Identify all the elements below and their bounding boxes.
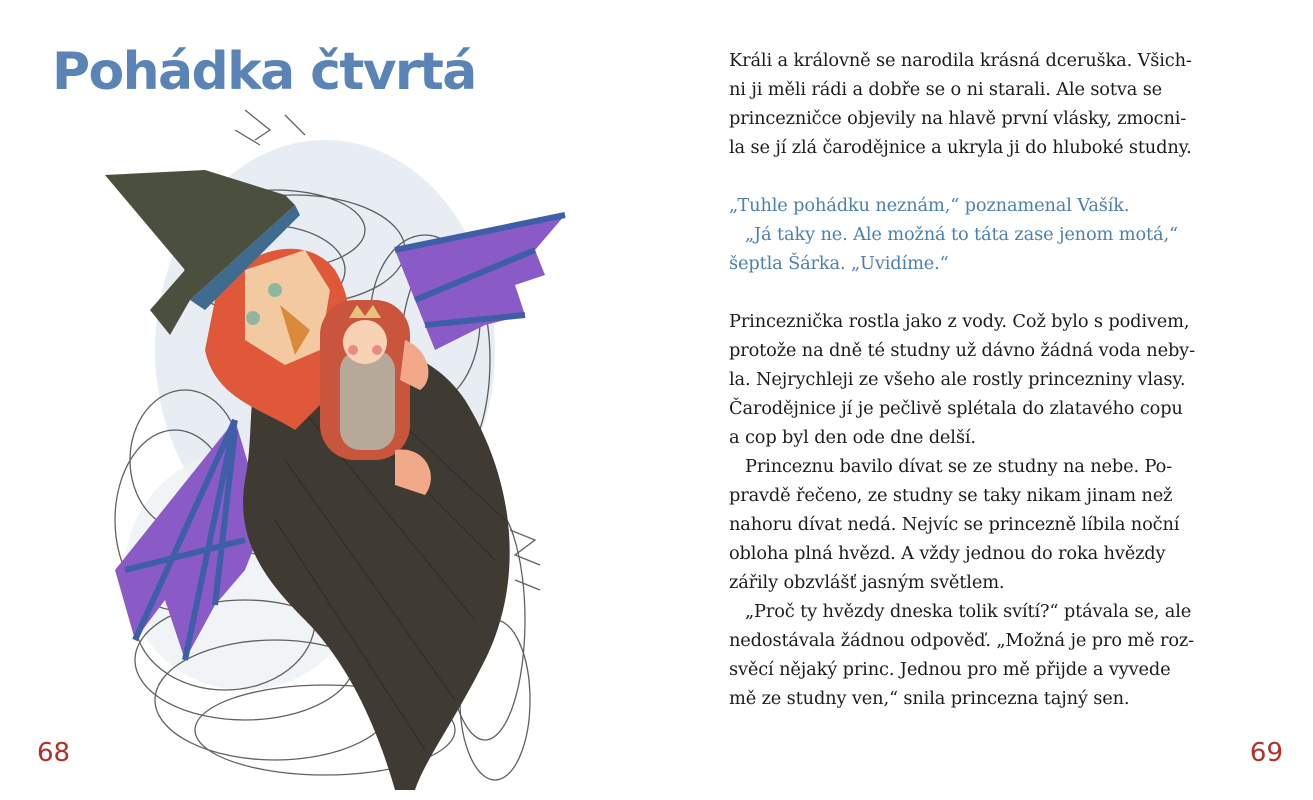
page-number-right: 69	[1249, 738, 1283, 768]
text-line: pravdě řečeno, ze studny se taky nikam jinam než	[729, 485, 1173, 506]
text-line: nedostávala žádnou odpověď. „Možná je pro mě roz-	[729, 630, 1194, 651]
story-text	[729, 46, 1289, 713]
dialogue-line: „Tuhle pohádku neznám,“ poznamenal Vašík.	[729, 195, 1130, 216]
text-line: Čarodějnice jí je pečlivě splétala do zlatavého copu	[729, 398, 1183, 419]
text-line: obloha plná hvězd. A vždy jednou do roka hvězdy	[729, 543, 1166, 564]
text-line: ni ji měli rádi a dobře se o ni starali. Ale sotva se	[729, 79, 1163, 100]
text-line: svěcí nějaký princ. Jednou pro mě přijde a vyvede	[729, 659, 1171, 680]
right-page	[656, 0, 1313, 800]
left-page	[0, 0, 656, 800]
page-number-left: 68	[37, 738, 71, 768]
text-line: la. Nejrychleji ze všeho ale rostly princezniny vlasy.	[729, 369, 1186, 390]
text-line: Princeznu bavilo dívat se ze studny na nebe. Po-	[745, 456, 1173, 477]
baby-face	[343, 320, 387, 364]
dialogue-line: „Já taky ne. Ale možná to táta zase jenom motá,“	[745, 224, 1178, 245]
paragraph-gap	[729, 278, 1289, 307]
witch-illustration	[95, 100, 595, 790]
witch-eye	[268, 283, 282, 297]
text-line: princezničce objevily na hlavě první vlásky, zmocni-	[729, 108, 1187, 129]
text-line: mě ze studny ven,“ snila princezna tajný sen.	[729, 688, 1130, 709]
paragraph-opening	[729, 46, 1289, 162]
baby-cheek	[348, 345, 358, 355]
text-line: zářily obzvlášť jasným světlem.	[729, 572, 1005, 593]
text-line: Princeznička rostla jako z vody. Což bylo s podivem,	[729, 311, 1190, 332]
text-line: „Proč ty hvězdy dneska tolik svítí?“ ptávala se, ale	[745, 601, 1192, 622]
text-line: a cop byl den ode dne delší.	[729, 427, 976, 448]
text-line: nahoru dívat nedá. Nejvíc se princezně líbila noční	[729, 514, 1180, 535]
chapter-title: Pohádka čtvrtá	[52, 42, 476, 102]
text-line: Králi a královně se narodila krásná dceruška. Všich-	[729, 50, 1192, 71]
witch-eye	[246, 311, 260, 325]
text-line: la se jí zlá čarodějnice a ukryla ji do hluboké studny.	[729, 137, 1192, 158]
paragraph-story	[729, 307, 1289, 713]
baby-blanket	[340, 350, 395, 450]
baby-cheek	[372, 345, 382, 355]
dialogue-interlude	[729, 191, 1289, 278]
dialogue-line: šeptla Šárka. „Uvidíme.“	[729, 253, 949, 274]
text-line: protože na dně té studny už dávno žádná voda neby-	[729, 340, 1195, 361]
paragraph-gap	[729, 162, 1289, 191]
